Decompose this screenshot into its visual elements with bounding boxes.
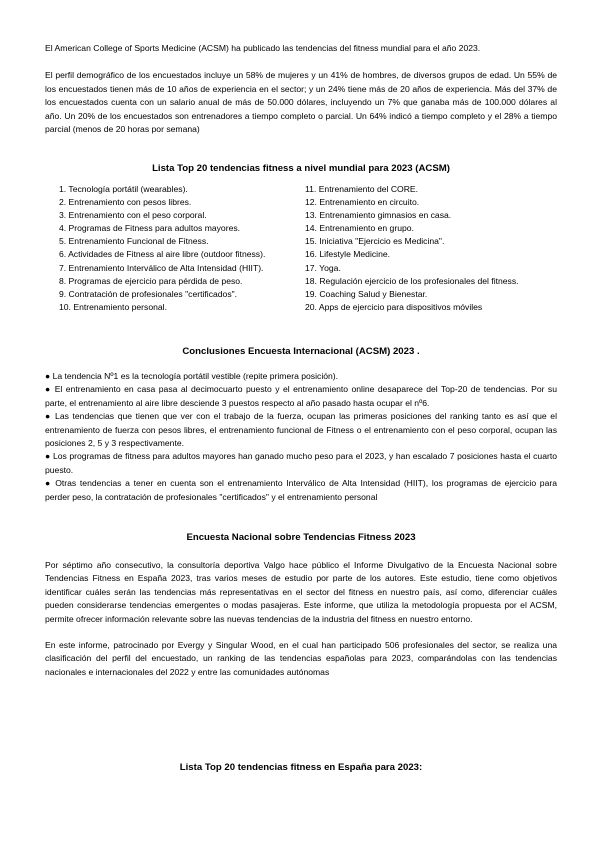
bullet-item: ● El entrenamiento en casa pasa al decimocuarto puesto y el entrenamiento online desaparece del Top-20 de tendencias. Por su parte, el entrenamiento al aire libre desciende 3 puestos respecto al año pasado hasta ocupar el nº6. bbox=[45, 384, 557, 408]
list-item: 8. Programas de ejercicio para pérdida de peso. bbox=[59, 275, 243, 286]
list-item: 17. Yoga. bbox=[305, 262, 341, 273]
world-top20-right-list bbox=[305, 183, 519, 314]
list-item: 6. Actividades de Fitness al aire libre (outdoor fitness). bbox=[59, 249, 266, 260]
bullet-item: ● La tendencia Nº1 es la tecnología portátil vestible (repite primera posición). bbox=[45, 371, 339, 381]
list-item: 5. Entrenamiento Funcional de Fitness. bbox=[59, 236, 209, 247]
intro-paragraph: El American College of Sports Medicine (ACSM) ha publicado las tendencias del fitness mundial para el año 2023. bbox=[45, 43, 481, 53]
world-top20-heading: Lista Top 20 tendencias fitness a nivel mundial para 2023 (ACSM) bbox=[152, 163, 450, 174]
list-item: 18. Regulación ejercicio de los profesionales del fitness. bbox=[305, 275, 519, 286]
national-survey-paragraph-2: En este informe, patrocinado por Evergy y Singular Wood, en el cual han participado 506 profesionales del sector, se realiza una clasificación del perfil del encuestado, un ranking de las tendencias españolas para 2023, comparándolas con las tendencias nacionales e internacionales del 2022 y entre las comunidades autónomas bbox=[45, 640, 557, 677]
bullet-item: ● Otras tendencias a tener en cuenta son el entrenamiento Interválico de Alta Intensidad (HIIT), los programas de ejercicio para perder peso, la contratación de profesionales "certificados" y el entrenamiento personal bbox=[45, 478, 557, 502]
list-item: 10. Entrenamiento personal. bbox=[59, 301, 167, 312]
list-item: 11. Entrenamiento del CORE. bbox=[305, 184, 419, 194]
spain-top20-heading: Lista Top 20 tendencias fitness en España para 2023: bbox=[179, 762, 423, 773]
list-item: 14. Entrenamiento en grupo. bbox=[305, 223, 414, 234]
national-survey-paragraph-1: Por séptimo año consecutivo, la consultoría deportiva Valgo hace público el Informe Divulgativo de la Encuesta Nacional sobre Tendencias Fitness en España 2023, tras varios meses de estudio por parte de los autores. Este estudio, tiene como objetivos identificar cuáles serán las tendencias más representativas en el sector del fitness en nuestro país, así como, diferenciar cuáles pueden considerarse tendencias emergentes o modas pasajeras. Este informe, que utiliza la metodología propuesta por el ACSM, permite ofrecer información relevante sobre las nuevas tendencias de la industria del fitness en nuestro entorno. bbox=[45, 560, 557, 624]
world-top20-left-list bbox=[59, 183, 265, 314]
conclusions-list bbox=[45, 370, 557, 504]
list-item: 15. Iniciativa "Ejercicio es Medicina". bbox=[305, 236, 445, 247]
list-item: 16. Lifestyle Medicine. bbox=[305, 249, 391, 260]
list-item: 2. Entrenamiento con pesos libres. bbox=[59, 197, 192, 208]
conclusions-heading: Conclusiones Encuesta Internacional (ACSM) 2023 . bbox=[182, 346, 420, 357]
list-item: 4. Programas de Fitness para adultos mayores. bbox=[59, 223, 241, 234]
list-item: 19. Coaching Salud y Bienestar. bbox=[305, 288, 428, 299]
list-item: 7. Entrenamiento Interválico de Alta Intensidad (HIIT). bbox=[59, 262, 264, 273]
national-survey-heading: Encuesta Nacional sobre Tendencias Fitness 2023 bbox=[186, 532, 416, 543]
list-item: 3. Entrenamiento con el peso corporal. bbox=[59, 210, 207, 221]
list-item: 12. Entrenamiento en circuito. bbox=[305, 197, 420, 208]
bullet-item: ● Los programas de fitness para adultos mayores han ganado mucho peso para el 2023, y han escalado 7 posiciones hasta el cuarto puesto. bbox=[45, 451, 557, 475]
list-item: 13. Entrenamiento gimnasios en casa. bbox=[305, 210, 452, 221]
list-item: 1. Tecnología portátil (wearables). bbox=[59, 184, 188, 194]
bullet-item: ● Las tendencias que tienen que ver con el trabajo de la fuerza, ocupan las primeras posiciones del ranking tanto es así que el entrenamiento de fuerza con pesos libres, el entrenamiento funcional de Fitness o el entrenamiento con el peso corporal, ocupan las posiciones 2, 5 y 3 respectivamente. bbox=[45, 411, 557, 449]
list-item: 20. Apps de ejercicio para dispositivos móviles bbox=[305, 301, 483, 312]
demographic-paragraph: El perfil demográfico de los encuestados incluye un 58% de mujeres y un 41% de hombres, de diversos grupos de edad. Un 55% de los encuestados tienen más de 10 años de experiencia en el sector; y un 24% tiene más de 20 años de experiencia. Más del 37% de los encuestados cuenta con un salario anual de más de 50.000 dólares, incluyendo un 7% que ganaba más de 100.000 dólares al año. Un 20% de los encuestados son entrenadores a tiempo completo o parcial. Un 64% indicó a tiempo completo y el 28% a tiempo parcial (menos de 20 horas por semana) bbox=[45, 70, 557, 135]
list-item: 9. Contratación de profesionales "certificados". bbox=[59, 288, 238, 299]
